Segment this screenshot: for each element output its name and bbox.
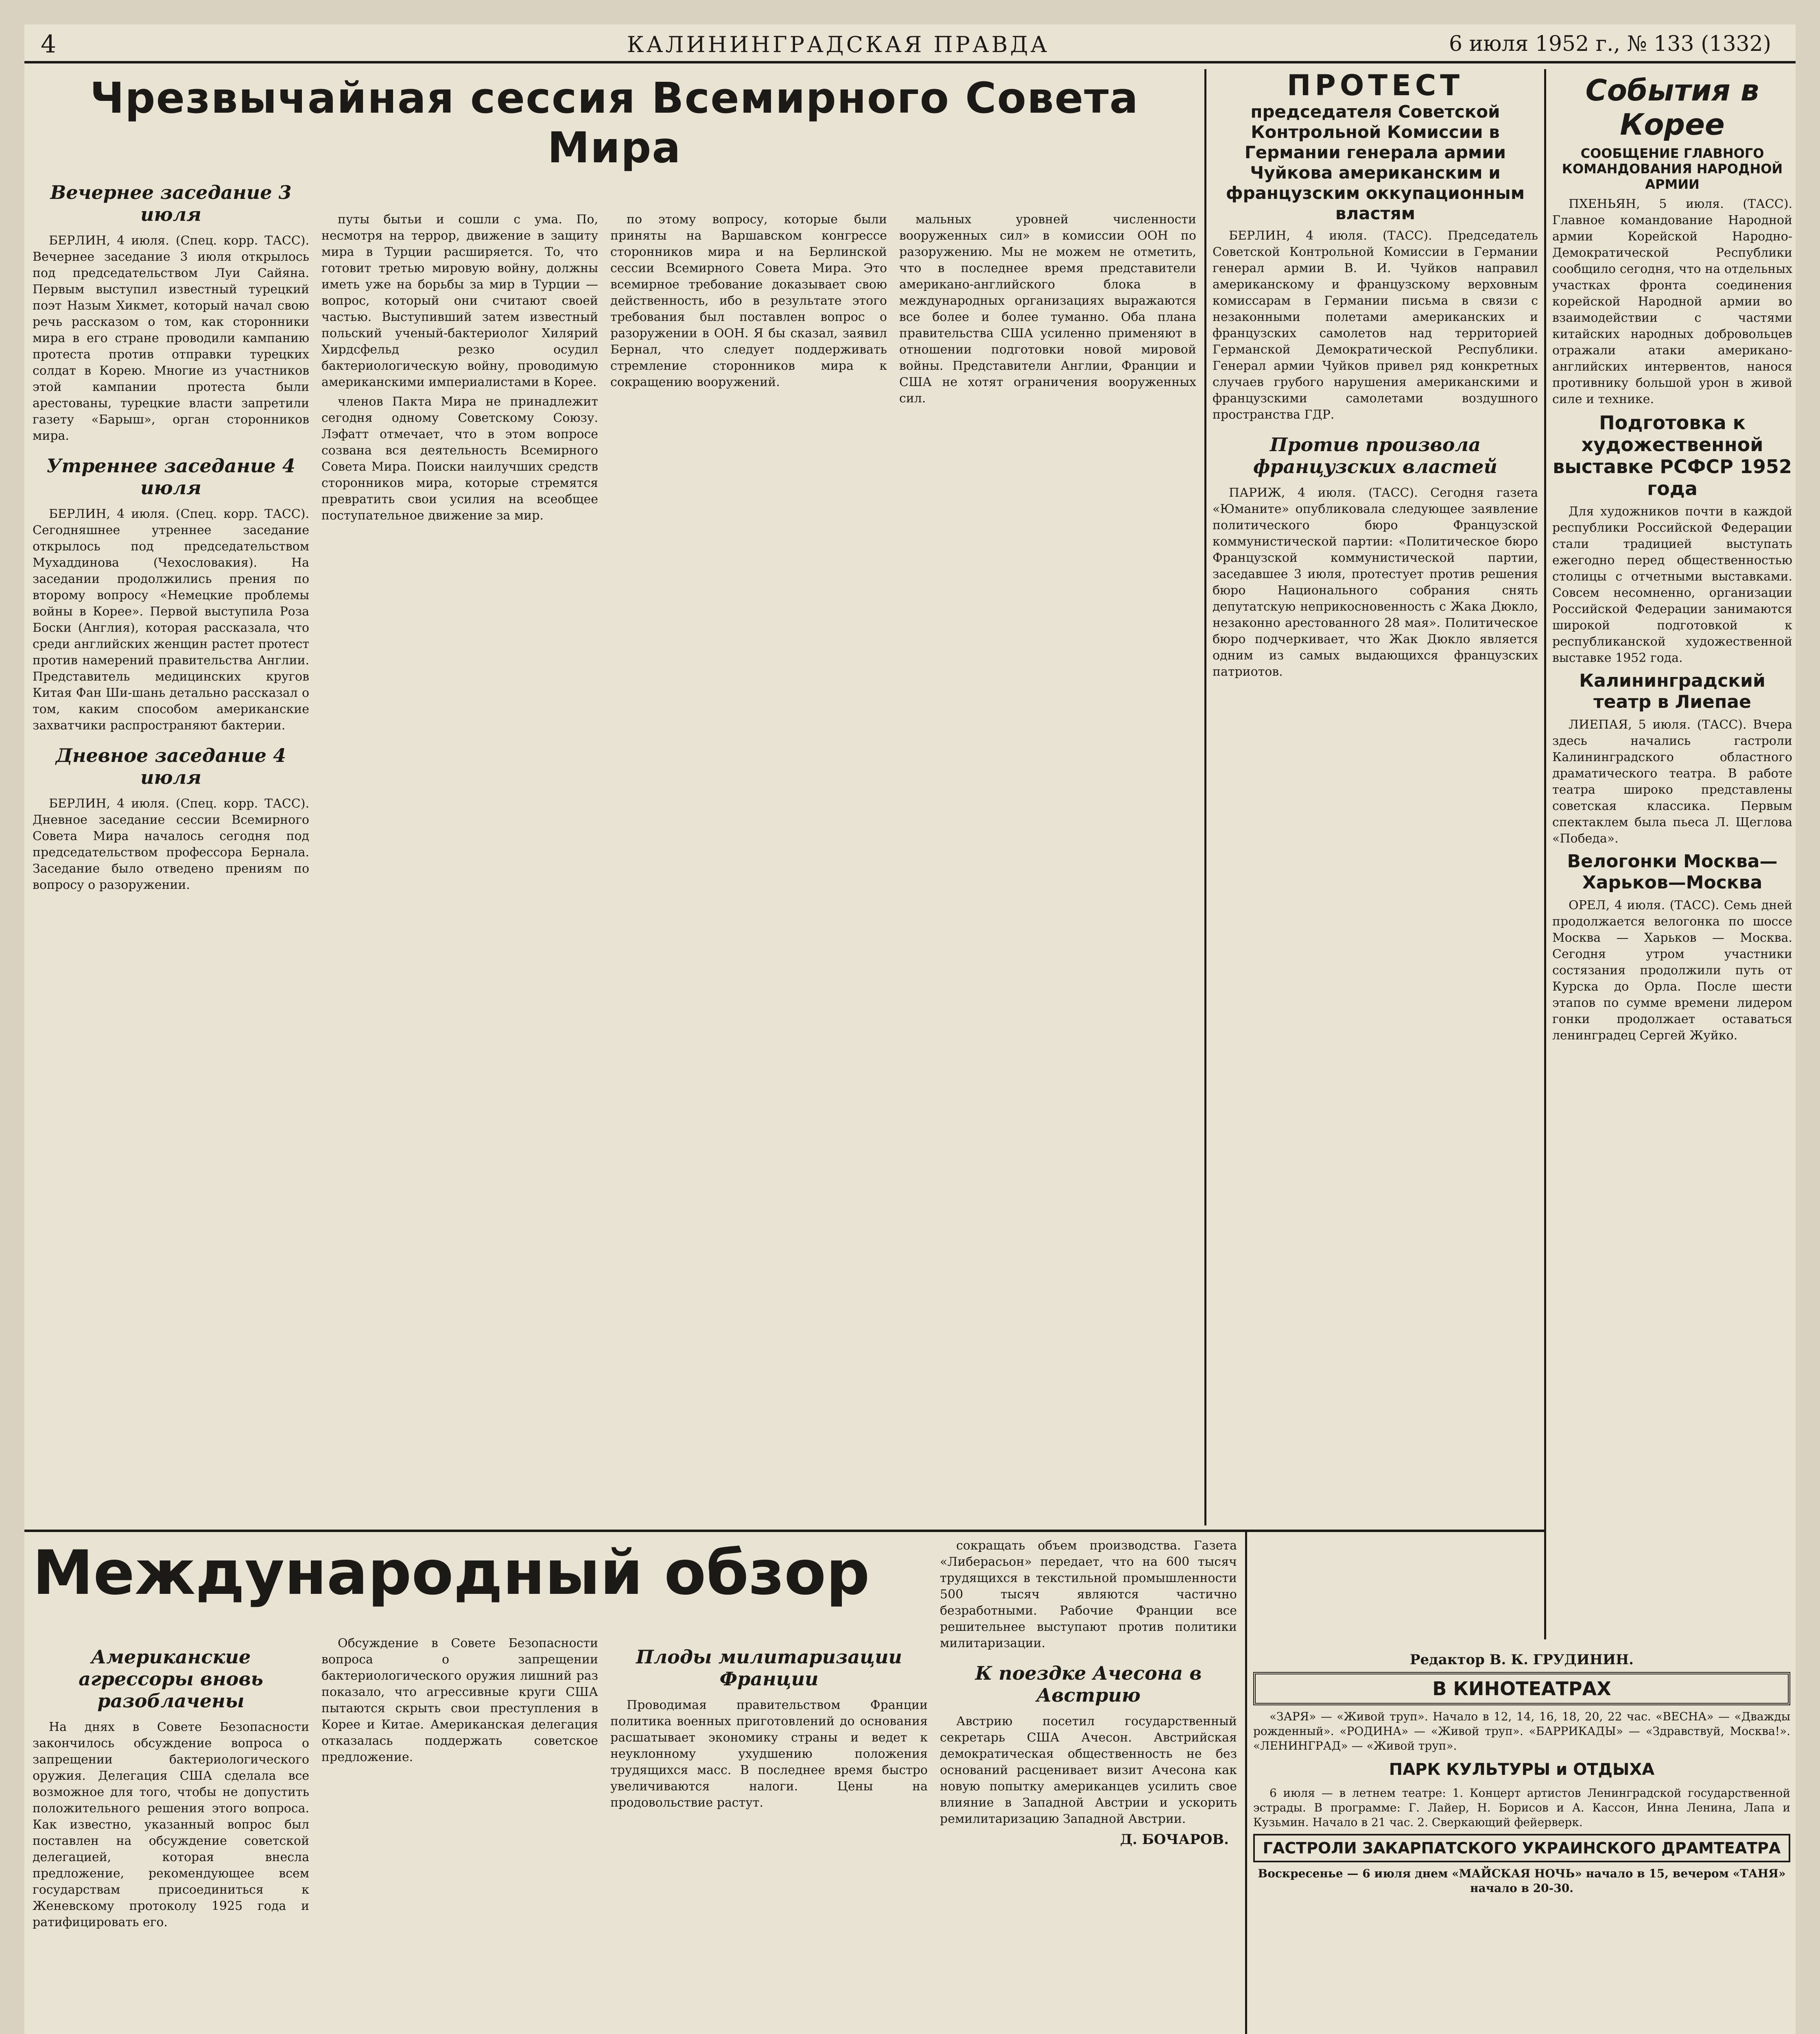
review-text-2: Обсуждение в Совете Безопасности вопроса о запрещении бактериологического оружия лишний раз показало, что агрессивные круги США пытаются скрыть свои преступления в Корее и Китае. Американская делегация отказалась поддержать советское предложение. — [321, 1636, 598, 1764]
review-column-4 — [940, 1538, 1237, 2034]
protest-title: председателя Советской Контрольной Комиссии в Германии генерала армии Чуйкова американским и французским оккупационным властям — [1226, 102, 1525, 223]
editor-credit: Редактор В. К. ГРУДИНИН. — [1409, 1652, 1634, 1668]
korea-subtitle: СООБЩЕНИЕ ГЛАВНОГО КОМАНДОВАНИЯ НАРОДНОЙ АРМИИ — [1562, 146, 1783, 192]
session-text-1c: БЕРЛИН, 4 июля. (Спец. корр. ТАСС). Дневное заседание сессии Всемирного Совета Мира началось сегодня под председательством профессора Бернала. Заседание было отведено прениям по вопросу о разоружении. — [33, 797, 309, 892]
review-headline-block — [33, 1538, 944, 1627]
session-column-2 — [321, 212, 598, 1513]
france-subhead: Против произвола французских властей — [1253, 434, 1497, 478]
race-title: Велогонки Москва— Харьков—Москва — [1567, 851, 1778, 893]
review-text-4: сокращать объем производства. Газета «Либерасьон» передает, что на 600 тысяч трудящихся в текстильной промышленности 500 тысяч являются частично безработными. Рабочие Франции все решительнее выступают против политики милитаризации. — [940, 1539, 1237, 1650]
review-text-1: На днях в Совете Безопасности закончилось обсуждение вопроса о запрещении бактериологического оружия. Делегация США сделала все возможное для того, чтобы не допустить положительного решения этого вопроса. Как известно, указанный вопрос был поставлен на обсуждение советской делегацией, которая внесла предложение, рекомендующее всем государствам присоединиться к Женевскому протоколу 1925 года и ратифицировать его. — [33, 1720, 309, 1929]
theatre-text: ЛИЕПАЯ, 5 июля. (ТАСС). Вчера здесь начались гастроли Калининградского областного драматического театра. В работе театра широко представлены советская классика. Первым спектаклем была пьеса Л. Щеглова «Победа». — [1552, 718, 1792, 846]
session-text-1: БЕРЛИН, 4 июля. (Спец. корр. ТАСС). Вечернее заседание 3 июля открылось под председательством Луи Сайяна. Первым выступил известный турецкий поэт Назым Хикмет, который начал свою речь рассказом о том, как сторонники мира в его стране проводили кампанию протеста против отправки турецких солдат в Корею. Многие из участников этой кампании протеста были арестованы, турецкие власти запретили газету «Барыш», орган сторонников мира. — [33, 234, 309, 443]
column-rule-3 — [1245, 1530, 1247, 2034]
protest-text: БЕРЛИН, 4 июля. (ТАСС). Председатель Советской Контрольной Комиссии в Германии генерал армии В. И. Чуйков направил американскому и французскому верховным комиссарам в Германии письма в связи с незаконными полетами американских и французских самолетов над территорией Германской Демократической Республики. Генерал армии Чуйков привел ряд конкретных случаев грубого нарушения американскими и французскими самолетами воздушного пространства ГДР. — [1213, 229, 1538, 422]
review-subhead-3: К поездке Ачесона в Австрию — [975, 1662, 1202, 1706]
korea-title: События в Корее — [1585, 73, 1759, 142]
right-column — [1552, 69, 1792, 1639]
review-subhead-2: Плоды милитаризации Франции — [636, 1646, 902, 1690]
review-column-1 — [33, 1635, 309, 2034]
cinema-header: В КИНОТЕАТРАХ — [1253, 1672, 1790, 1705]
review-text-3: Проводимая правительством Франции политика военных приготовлений до основания расшатывает экономику страны и ведет к неуклонному ухудшению положения трудящихся масс. В последнее время быстро увеличиваются налоги. Цены на продовольствие растут. — [610, 1698, 928, 1810]
race-text: ОРЕЛ, 4 июля. (ТАСС). Семь дней продолжается велогонка по шоссе Москва — Харьков — Москва. Сегодня утром участники состязания продолжили путь от Курска до Орла. После шести этапов по сумме времени лидером гонки продолжает оставаться ленинградец Сергей Жуйко. — [1552, 898, 1792, 1043]
session-headline-block — [33, 73, 1196, 172]
session-text-2: путы бытьи и сошли с ума. По, несмотря на террор, движение в защиту мира в Турции расширяется. То, что готовит третью мировую войну, должны иметь уже на борьбы за мир в Турции — вопрос, который они считают своей частью. Выступивший затем известный польский ученый-бактериолог Хилярий Хирдсфельд резко осудил бактериологическую войну, проводимую американскими империалистами в Корее. — [321, 212, 598, 389]
korea-text: ПХЕНЬЯН, 5 июля. (ТАСС). Главное командование Народной армии Корейской Народно-Демократической Республики сообщило сегодня, что на отдельных участках фронта соединения корейской Народной армии во взаимодействии с частями китайских народных добровольцев отражали атаки американо-английских интервентов, нанося противнику большой урон в живой силе и технике. — [1552, 197, 1792, 406]
exhibit-text: Для художников почти в каждой республики Российской Федерации стали традицией выступать ежегодно перед общественностью столицы с отчетными выставками. Совсем несомненно, организации Российской Федерации занимаются широкой подготовкой к республиканской художественной выставке 1952 года. — [1552, 504, 1792, 665]
exhibit-title: Подготовка к художественной выставке РСФСР 1952 года — [1553, 412, 1792, 500]
tour-text: Воскресенье — 6 июля днем «МАЙСКАЯ НОЧЬ» начало в 15, вечером «ТАНЯ» начало в 20-30. — [1258, 1867, 1786, 1895]
session-text-2b: членов Пакта Мира не принадлежит сегодня одному Советскому Союзу. Лэфатт отмечает, что в этом вопросе созвана вся деятельность Всемирного Совета Мира. Поиски наилучших средств сторонников мира, которые стремятся превратить свои усилия на всеобщее поступательное движение за мир. — [321, 395, 598, 523]
park-title: ПАРК КУЛЬТУРЫ и ОТДЫХА — [1389, 1760, 1655, 1779]
newspaper-page — [24, 24, 1796, 2034]
tour-title: ГАСТРОЛИ ЗАКАРПАТСКОГО УКРАИНСКОГО ДРАМТЕАТРА — [1253, 1834, 1790, 1862]
session-column-4 — [899, 212, 1196, 1513]
column-rule-2 — [1544, 69, 1546, 1639]
session-headline: Чрезвычайная сессия Всемирного Совета Мира — [90, 73, 1139, 172]
session-text-3: по этому вопросу, которые были приняты на Варшавском конгрессе сторонников мира и на Берлинской сессии Всемирного Совета Мира. Это всемирное требование доказывает свою действенность, ибо в результате этого требования был поставлен вопрос о разоружении в ООН. Я бы сказал, заявил Бернал, что следует поддерживать стремление сторонников мира к сокращению вооружений. — [610, 212, 887, 389]
session-text-1b: БЕРЛИН, 4 июля. (Спец. корр. ТАСС). Сегодняшнее утреннее заседание открылось под председательством Мухаддинова (Чехословакия). На заседании продолжились прения по второму вопросу «Немецкие проблемы войны в Корее». Первой выступила Роза Боски (Англия), которая рассказала, что среди английских женщин растет протест против намерений правительства Англии. Представитель медицинских кругов Китая Фан Ши-шань детально рассказал о том, каким способом американские захватчики распространяют бактерии. — [33, 507, 309, 733]
theatre-title: Калининградский театр в Лиепае — [1579, 670, 1765, 712]
review-column-2 — [321, 1635, 598, 2034]
review-subhead-1: Американские агрессоры вновь разоблачены — [79, 1646, 263, 1712]
protest-label: ПРОТЕСТ — [1287, 69, 1464, 102]
section-rule — [24, 1530, 1544, 1532]
session-column-1 — [33, 171, 309, 1513]
newspaper-title: КАЛИНИНГРАДСКАЯ ПРАВДА — [627, 32, 1050, 57]
session-column-3 — [610, 212, 887, 1513]
announcements — [1253, 1648, 1790, 2034]
review-signature: Д. БОЧАРОВ. — [1120, 1831, 1229, 1848]
review-headline: Международный обзор — [33, 1538, 870, 1608]
session-text-4: мальных уровней численности вооруженных сил» в комиссии ООН по разоружению. Мы не можем не отметить, что в последнее время представители американо-английского блока в международных организациях выражаются все более и более туманно. Оба плана правительства США усиленно применяют в отношении подготовки новой мировой войны. Представители Англии, Франции и США не хотят ограничения вооруженных сил. — [899, 212, 1196, 406]
issue-date: 6 июля 1952 г., № 133 (1332) — [1449, 32, 1771, 56]
masthead — [24, 24, 1796, 63]
france-text: ПАРИЖ, 4 июля. (ТАСС). Сегодня газета «Юманите» опубликовала следующее заявление политического бюро Французской коммунистической партии: «Политическое бюро Французской коммунистической партии, заседавшее 3 июля, протестует против решения бюро Национального собрания снять депутатскую неприкосновенность с Жака Дюкло, незаконно арестованного 28 мая». Политическое бюро подчеркивает, что Жак Дюкло является одним из самых выдающихся французских патриотов. — [1213, 486, 1538, 679]
page-number: 4 — [41, 30, 57, 59]
cinema-text: «ЗАРЯ» — «Живой труп». Начало в 12, 14, 16, 18, 20, 22 час. «ВЕСНА» — «Дважды рожденный». «РОДИНА» — «Живой труп». «БАРРИКАДЫ» — «Здравствуй, Москва!». «ЛЕНИНГРАД» — «Живой труп». — [1253, 1710, 1790, 1752]
protest-article — [1213, 69, 1538, 1517]
morning-subhead: Утреннее заседание 4 июля — [46, 455, 295, 499]
review-text-5: Австрию посетил государственный секретарь США Ачесон. Австрийская демократическая общественность не без оснований расценивает визит Ачесона как новую попытку американцев усилить свое влияние в Западной Австрии и ускорить ремилитаризацию Западной Австрии. — [940, 1714, 1237, 1826]
park-text: 6 июля — в летнем театре: 1. Концерт артистов Ленинградской государственной эстрады. В программе: Г. Лайер, Н. Борисов и А. Кассон, Инна Ленина, Лапа и Кузьмин. Начало в 21 час. 2. Сверкающий фейерверк. — [1253, 1786, 1790, 1829]
evening-subhead: Вечернее заседание 3 июля — [50, 181, 292, 225]
column-rule — [1204, 69, 1206, 1526]
day-subhead: Дневное заседание 4 июля — [56, 744, 286, 788]
review-column-3 — [610, 1635, 928, 2034]
